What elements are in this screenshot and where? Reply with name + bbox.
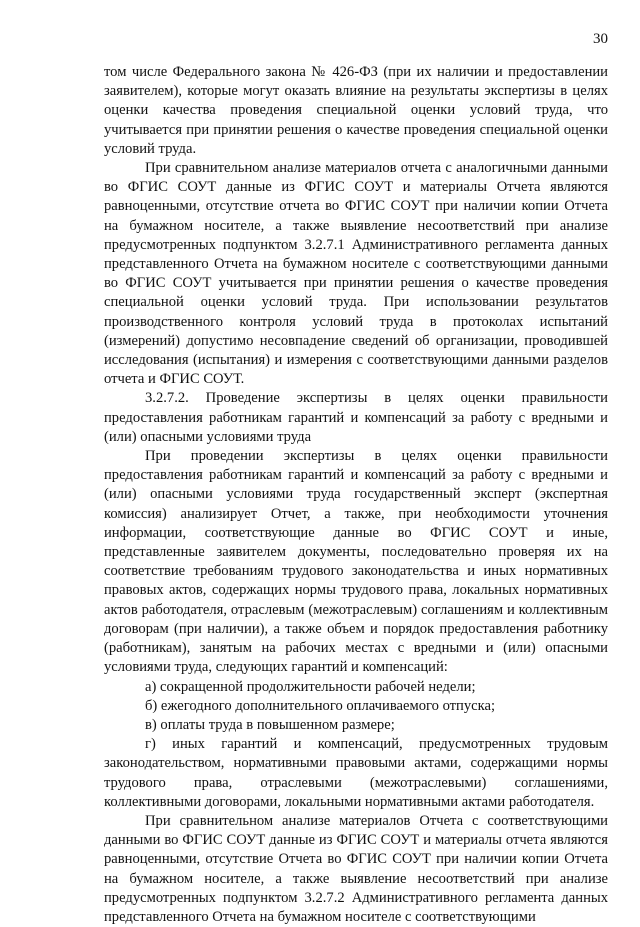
page-number: 30 — [593, 31, 608, 47]
document-body — [104, 63, 608, 927]
paragraph-comparative-analysis: При сравнительном анализе материалов отчета с аналогичными данными во ФГИС СОУТ данные из ФГИС СОУТ и материалы Отчета являются равноценными, отсутствие отчета во ФГИС СОУТ при наличии копии Отчета на бумажном носителе, а также выявление несоответствий при анализе предусмотренных подпунктом 3.2.7.1 Административного регламента данных представленного Отчета на бумажном носителе с соответствующими данными во ФГИС СОУТ учитывается при принятии решения о качестве проведения специальной оценки условий труда. При использовании результатов производственного контроля условий труда в протоколах испытаний (измерений) допустимо несовпадение сведений об организации, проводившей исследования (испытания) и измерения с соответствующими данными разделов отчета и ФГИС СОУТ. — [104, 160, 608, 388]
paragraph-continuation: том числе Федерального закона № 426-ФЗ (при их наличии и предоставлении заявителем), которые могут оказать влияние на результаты экспертизы в целях оценки качества проведения специальной оценки условий труда, что учитывается при принятии решения о качестве проведения специальной оценки условий труда. — [104, 64, 608, 157]
list-item-a: а) сокращенной продолжительности рабочей недели; — [145, 678, 476, 695]
paragraph-expertise-procedure: При проведении экспертизы в целях оценки правильности предоставления работникам гарантий и компенсаций за работу с вредными и (или) опасными условиями труда государственный эксперт (экспертная комиссия) анализирует Отчет, а также, при необходимости уточнения информации, соответствующие данные во ФГИС СОУТ и иные, представленные заявителем документы, последовательно проверяя их на соответствие требованиям трудового законодательства и иных нормативных правовых актов, содержащих нормы трудового права, локальных нормативных актов работодателя, отраслевым (межотраслевым) соглашениям и коллективным договорам (при наличии), а также объем и порядок предоставления работнику (работникам), занятым на рабочих местах с вредными и (или) опасными условиями труда, следующих гарантий и компенсаций: — [104, 448, 608, 676]
paragraph-final-comparative-analysis: При сравнительном анализе материалов Отчета с соответствующими данными во ФГИС СОУТ данные из ФГИС СОУТ и материалы отчета являются равноценными, отсутствие Отчета во ФГИС СОУТ при наличии копии Отчета на бумажном носителе, а также выявление несоответствий при анализе предусмотренных подпунктом 3.2.7.2 Административного регламента данных представленного Отчета на бумажном носителе с соответствующими — [104, 812, 608, 925]
section-heading-3-2-7-2: 3.2.7.2. Проведение экспертизы в целях оценки правильности предоставления работникам гарантий и компенсаций за работу с вредными и (или) опасными условиями труда — [104, 390, 608, 445]
list-item-b: б) ежегодного дополнительного оплачиваемого отпуска; — [145, 697, 496, 714]
list-item-c: в) оплаты труда в повышенном размере; — [145, 716, 395, 733]
list-item-d: г) иных гарантий и компенсаций, предусмотренных трудовым законодательством, нормативными правовыми актами, содержащими нормы трудового права, отраслевыми (межотраслевыми) соглашениями, коллективными договорами, локальными нормативными актами работодателя. — [104, 736, 608, 810]
